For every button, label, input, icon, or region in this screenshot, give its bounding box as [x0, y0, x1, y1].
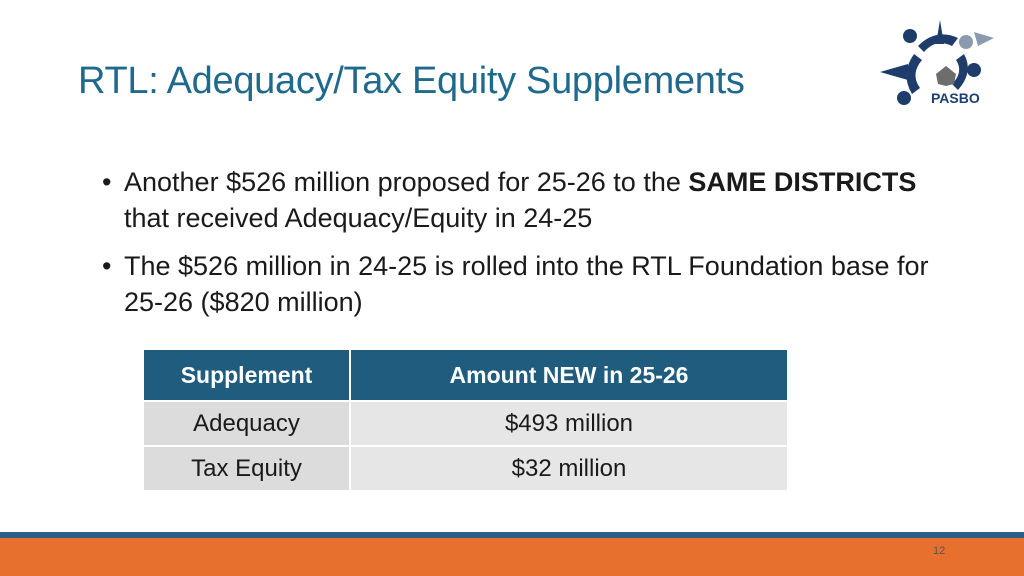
table-cell-amount: $493 million — [351, 400, 787, 445]
table-row — [144, 445, 787, 490]
bullet-text: that received Adequacy/Equity in 24-25 — [124, 203, 593, 233]
page-number: 12 — [933, 545, 946, 557]
table-header-row — [144, 350, 787, 400]
table-cell-supplement: Adequacy — [144, 400, 351, 445]
supplement-table — [144, 350, 787, 490]
table-cell-supplement: Tax Equity — [144, 445, 351, 490]
table-row — [144, 400, 787, 445]
bullet-marker: • — [102, 167, 112, 197]
slide-title: RTL: Adequacy/Tax Equity Supplements — [78, 60, 745, 102]
table-cell-amount: $32 million — [351, 445, 787, 490]
bullet-list — [100, 164, 930, 332]
column-header-amount: Amount NEW in 25-26 — [351, 350, 787, 400]
bullet-bold-text: SAME DISTRICTS — [688, 167, 917, 197]
bullet-item — [100, 164, 930, 236]
column-header-supplement: Supplement — [144, 350, 351, 400]
bullet-text: Another $526 million proposed for 25-26 to the — [124, 167, 689, 197]
bullet-marker: • — [102, 251, 112, 281]
bullet-item — [100, 248, 930, 320]
footer-orange-bar — [0, 538, 1024, 576]
bullet-text: The $526 million in 24-25 is rolled into the RTL Foundation base for 25-26 ($820 million) — [124, 251, 929, 317]
logo-text: PASBO — [931, 90, 980, 106]
